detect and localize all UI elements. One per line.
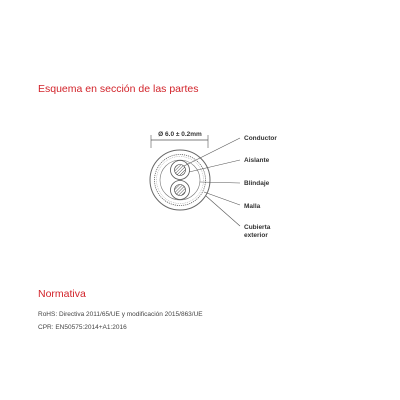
label-blindaje: Blindaje bbox=[244, 180, 270, 187]
leader-malla bbox=[204, 192, 240, 205]
section-title-esquema: Esquema en sección de las partes bbox=[38, 83, 199, 95]
section-title-normativa: Normativa bbox=[38, 288, 86, 300]
cable-section bbox=[150, 150, 210, 210]
conductor-lower bbox=[175, 185, 186, 196]
dimension-indicator bbox=[151, 131, 208, 148]
label-cubierta-line1: Cubierta bbox=[244, 224, 271, 231]
label-aislante: Aislante bbox=[244, 157, 270, 164]
label-malla: Malla bbox=[244, 203, 261, 210]
label-cubierta-line2: exterior bbox=[244, 232, 268, 239]
normativa-cpr-line: CPR: EN50575:2014+A1:2016 bbox=[38, 324, 127, 331]
leader-cubierta bbox=[206, 196, 240, 226]
label-conductor: Conductor bbox=[244, 135, 277, 142]
dimension-label: Ø 6.0 ± 0.2mm bbox=[158, 131, 202, 138]
callout-labels bbox=[244, 135, 277, 239]
conductor-upper bbox=[175, 165, 186, 176]
normativa-rohs-line: RoHS: Directiva 2011/65/UE y modificación 2015/863/UE bbox=[38, 311, 203, 318]
